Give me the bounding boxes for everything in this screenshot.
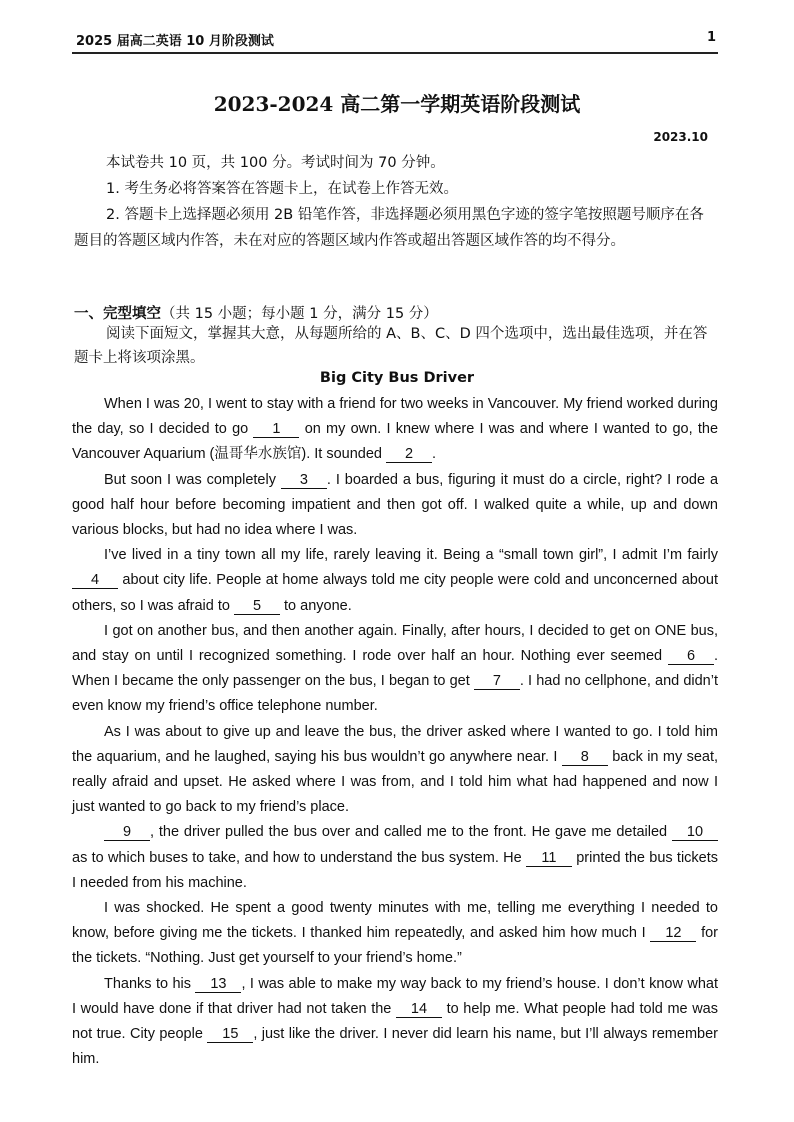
blank-4: 4 xyxy=(72,572,118,589)
passage-text: . xyxy=(432,446,437,463)
passage-text: When I was 20, I went to stay with a friend for two weeks in Vancouver. My friend worked during the day, so I decided to go xyxy=(72,396,718,438)
passage-body xyxy=(72,392,718,1072)
blank-1: 1 xyxy=(253,421,299,438)
passage-text: . I had no cellphone, and didn’t even know my friend’s office telephone number. xyxy=(72,673,719,715)
passage-paragraph xyxy=(72,972,718,1073)
blank-3: 3 xyxy=(281,472,327,489)
exam-date: 2023.10 xyxy=(653,130,708,144)
passage-text: , I was able to make my way back to my friend’s house. I don’t know what I would have done if that driver had not taken the xyxy=(72,975,718,1017)
section-score-info: （共 15 小题；每小题 1 分，满分 15 分） xyxy=(161,306,438,322)
passage-paragraph xyxy=(72,820,718,896)
blank-14: 14 xyxy=(396,1001,442,1018)
passage-text: , just like the driver. I never did learn his name, but I’ll always remember him. xyxy=(72,1026,718,1068)
blank-2: 2 xyxy=(386,446,432,463)
passage-text: for the tickets. “Nothing. Just get yourself to your friend’s home.” xyxy=(72,925,719,967)
passage-text: as to which buses to take, and how to understand the bus system. He xyxy=(72,849,522,866)
header-divider xyxy=(72,52,718,54)
passage-paragraph xyxy=(72,392,718,468)
blank-7: 7 xyxy=(474,673,520,690)
passage-paragraph xyxy=(72,896,718,972)
passage-text: . I boarded a bus, figuring it must do a circle, right? I rode a good half hour before becoming impatient and then got off. I walked quite a while, up and down various blocks, but had no idea where I was. xyxy=(72,471,719,539)
instruction-line: 2. 答题卡上选择题必须用 2B 铅笔作答，非选择题必须用黑色字迹的签字笔按照题号顺序在各题目的答题区域内作答，未在对应的答题区域内作答或超出答题区域作答的均不得分。 xyxy=(74,207,704,249)
exam-title: 2023-2024 高二第一学期英语阶段测试 xyxy=(213,92,581,116)
passage-text: about city life. People at home always told me city people were cold and unconcerned about others, so I was afraid to xyxy=(72,572,718,614)
blank-8: 8 xyxy=(562,749,608,766)
blank-12: 12 xyxy=(650,925,696,942)
instruction-line: 1. 考生务必将答案答在答题卡上，在试卷上作答无效。 xyxy=(106,181,458,197)
blank-5: 5 xyxy=(234,598,280,615)
passage-text: I got on another bus, and then another again. Finally, after hours, I decided to get on ONE bus, and stay on until I recognized something. I rode over half an hour. Nothing ever seemed xyxy=(72,622,718,665)
passage-text: to anyone. xyxy=(284,597,352,614)
header-title: 2025 届高二英语 10 月阶段测试 xyxy=(76,34,274,49)
exam-instructions xyxy=(74,150,714,254)
passage-text: to help me. What people had told me was not true. City people xyxy=(72,1000,718,1043)
blank-11: 11 xyxy=(526,850,572,867)
passage-title: Big City Bus Driver xyxy=(319,370,475,386)
passage-paragraph xyxy=(72,468,718,544)
passage-text: , the driver pulled the bus over and called me to the front. He gave me detailed xyxy=(150,824,668,841)
passage-text: Thanks to his xyxy=(104,975,192,992)
blank-6: 6 xyxy=(668,648,714,665)
page-number: 1 xyxy=(706,30,716,45)
blank-9: 9 xyxy=(104,824,150,841)
passage-text: As I was about to give up and leave the bus, the driver asked where I wanted to go. I told him the aquarium, and he laughed, saying his bus wouldn’t go anywhere near. I xyxy=(72,723,718,765)
passage-text: printed the bus tickets I needed from his machine. xyxy=(72,849,719,891)
passage-text: back in my seat, really afraid and upset. He asked where I was from, and I told him what had happened and now I just wanted to go back to my friend’s place. xyxy=(72,748,719,816)
section-title: 一、完型填空 xyxy=(74,306,161,322)
passage-text: on my own. I knew where I was and where I wanted to go, the Vancouver Aquarium (温哥华水族馆). It sounded xyxy=(72,421,719,463)
passage-text: . When I became the only passenger on the bus, I began to get xyxy=(72,648,719,690)
blank-15: 15 xyxy=(207,1026,253,1043)
passage-text: I was shocked. He spent a good twenty minutes with me, telling me everything I needed to know, before giving me the tickets. I thanked him repeatedly, and asked him how much I xyxy=(72,900,718,942)
instruction-line: 本试卷共 10 页，共 100 分。考试时间为 70 分钟。 xyxy=(106,155,445,171)
section-directions: 阅读下面短文，掌握其大意，从每题所给的 A、B、C、D 四个选项中，选出最佳选项，并在答题卡上将该项涂黑。 xyxy=(74,326,708,366)
passage-paragraph xyxy=(72,543,718,619)
passage-text: I’ve lived in a tiny town all my life, rarely leaving it. Being a “small town girl”, I admit I’m fairly xyxy=(104,547,718,564)
passage-text: But soon I was completely xyxy=(104,471,276,488)
passage-paragraph xyxy=(72,619,718,720)
passage-paragraph xyxy=(72,720,718,821)
blank-10: 10 xyxy=(672,824,718,841)
blank-13: 13 xyxy=(195,976,241,993)
